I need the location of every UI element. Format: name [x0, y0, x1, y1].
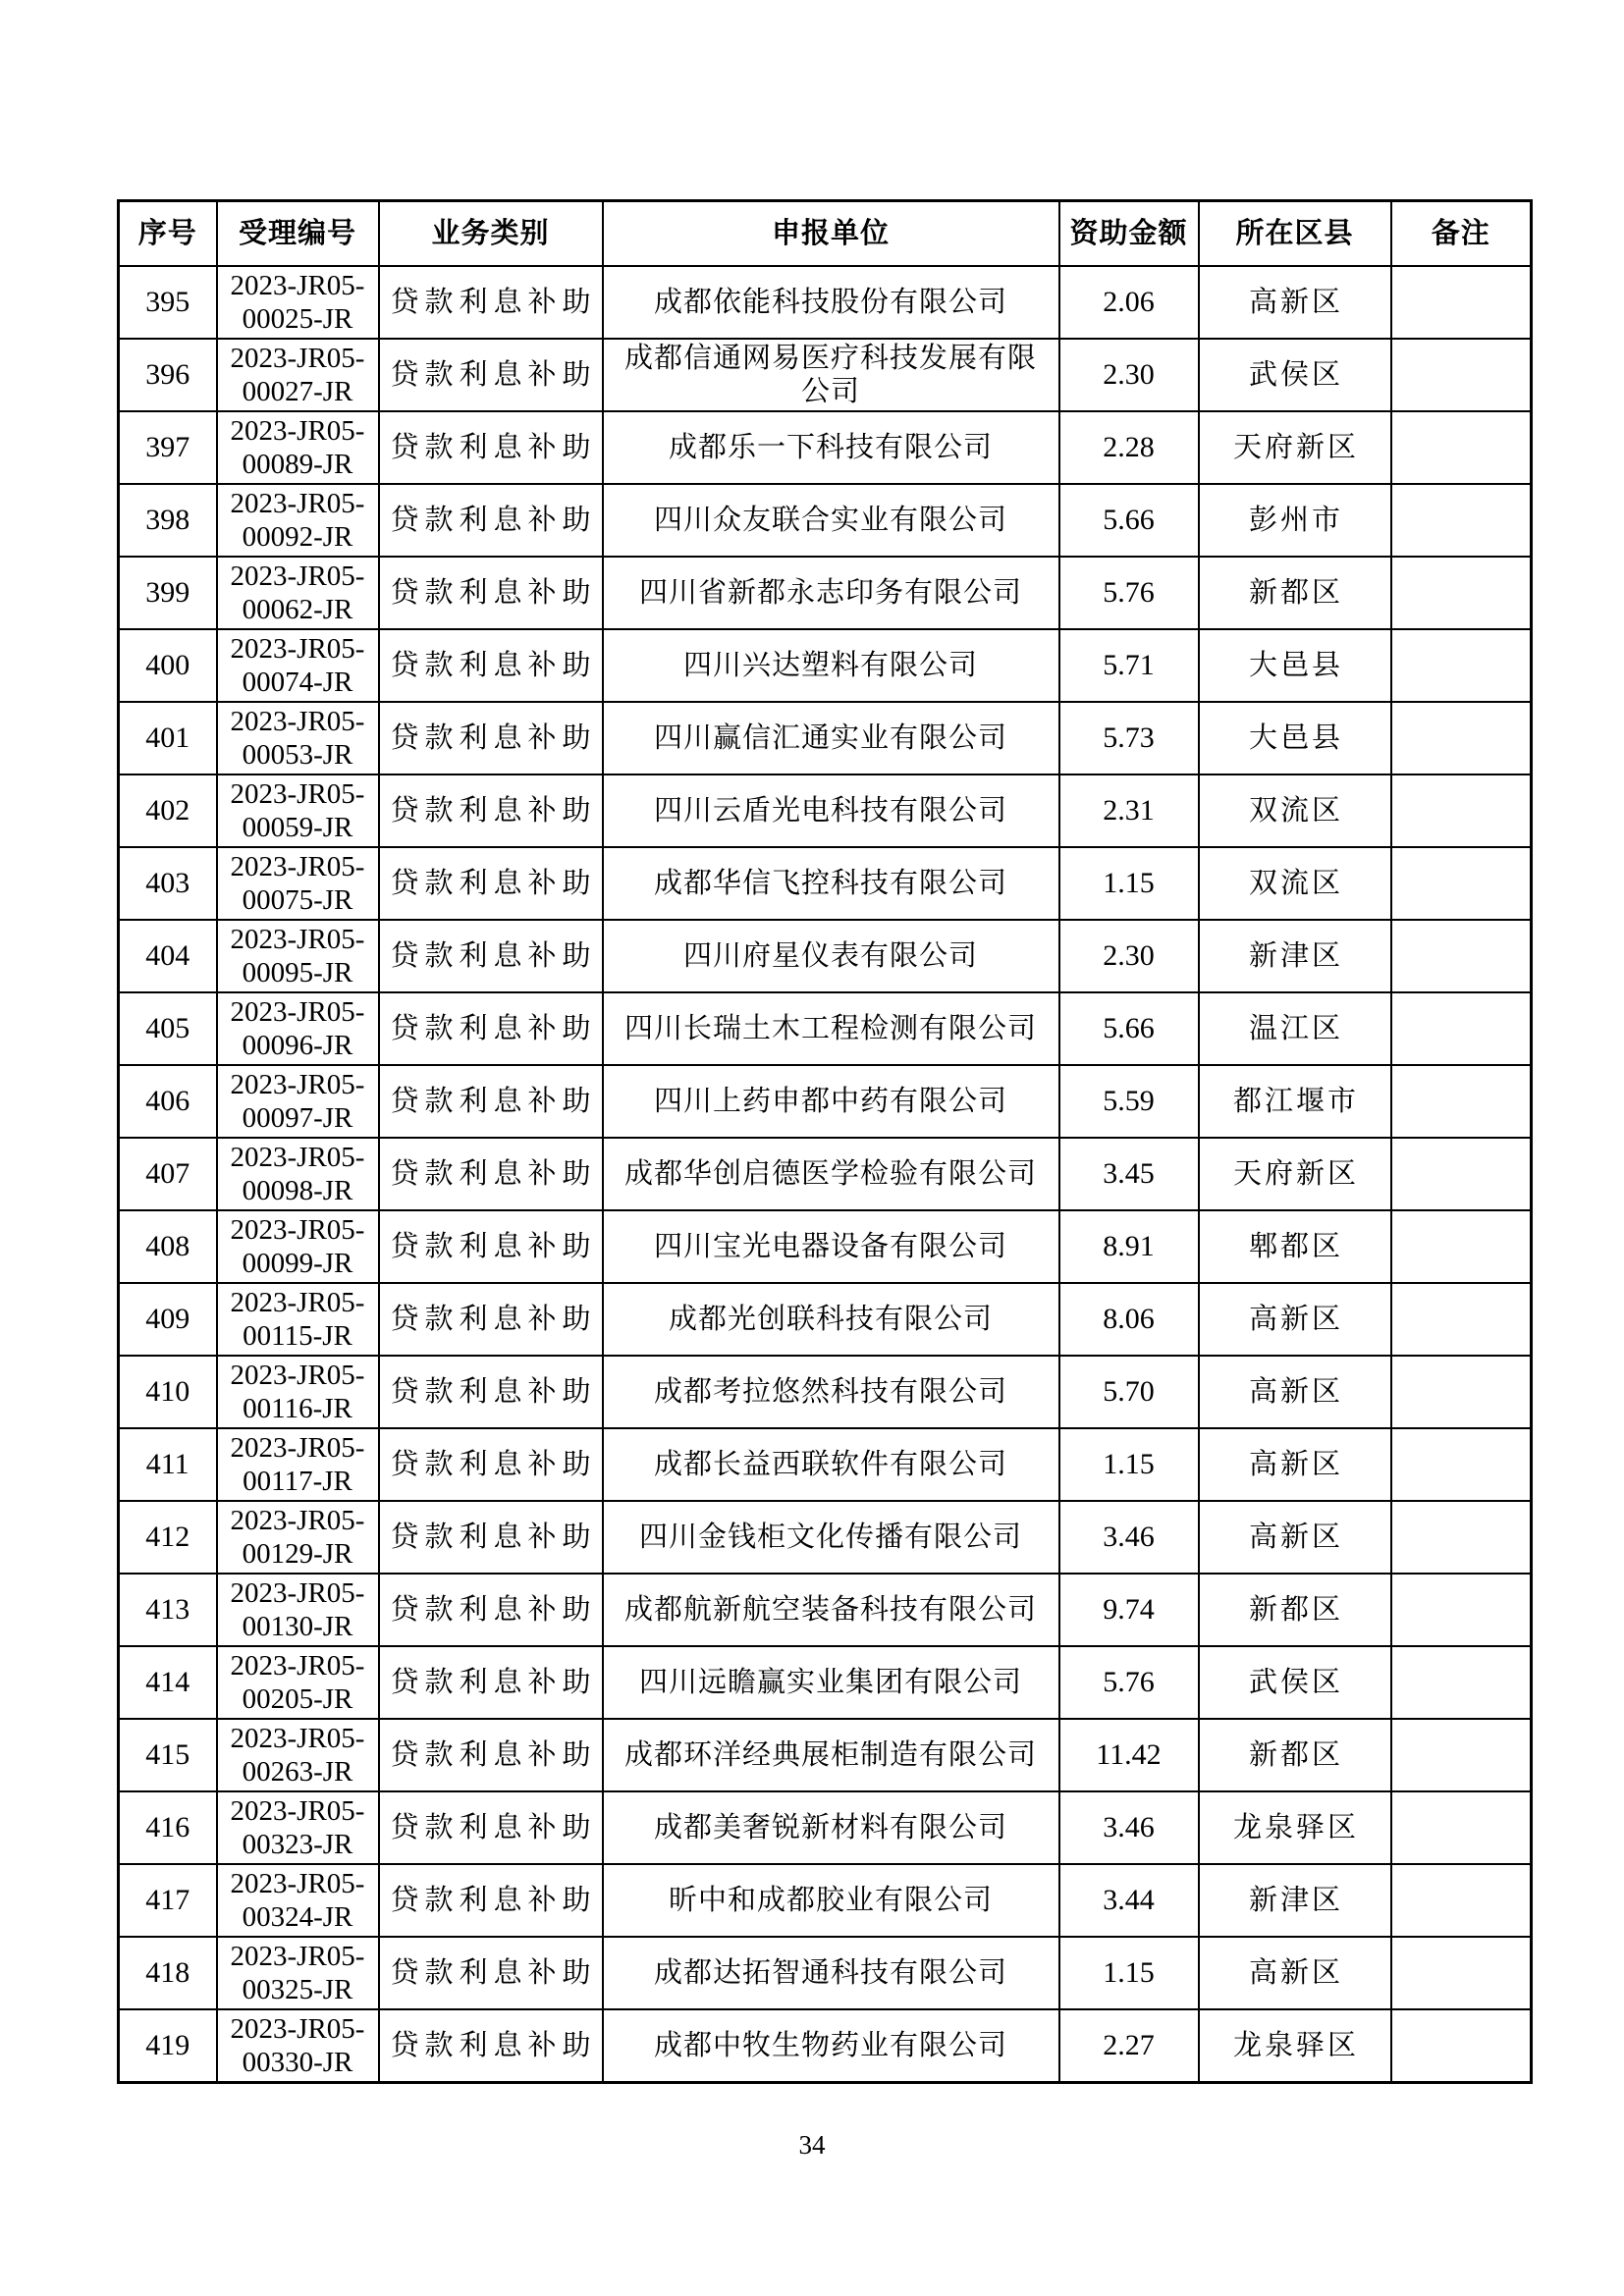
applicant-cell: 成都依能科技股份有限公司 — [603, 266, 1059, 339]
acceptance-number-cell: 2023-JR05-00324-JR — [217, 1864, 379, 1937]
amount-cell: 5.66 — [1059, 484, 1199, 557]
applicant-cell: 成都达拓智通科技有限公司 — [603, 1937, 1059, 2009]
serial-cell: 402 — [119, 774, 217, 847]
serial-cell: 411 — [119, 1428, 217, 1501]
remark-cell — [1391, 1283, 1532, 1356]
table-row — [119, 1210, 1532, 1283]
district-cell: 双流区 — [1199, 774, 1391, 847]
category-cell: 贷款利息补助 — [379, 847, 603, 920]
remark-cell — [1391, 847, 1532, 920]
applicant-cell: 四川宝光电器设备有限公司 — [603, 1210, 1059, 1283]
category-cell: 贷款利息补助 — [379, 1283, 603, 1356]
amount-cell: 2.30 — [1059, 920, 1199, 992]
header-cell-serial: 序号 — [119, 201, 217, 267]
serial-cell: 401 — [119, 702, 217, 774]
subsidy-list-table — [117, 199, 1533, 2084]
amount-cell: 3.44 — [1059, 1864, 1199, 1937]
remark-cell — [1391, 1138, 1532, 1210]
table-row — [119, 2009, 1532, 2083]
applicant-cell: 成都环洋经典展柜制造有限公司 — [603, 1719, 1059, 1791]
acceptance-number-cell: 2023-JR05-00027-JR — [217, 339, 379, 411]
category-cell: 贷款利息补助 — [379, 2009, 603, 2083]
applicant-cell: 四川上药申都中药有限公司 — [603, 1065, 1059, 1138]
table-row — [119, 1646, 1532, 1719]
table-row — [119, 774, 1532, 847]
category-cell: 贷款利息补助 — [379, 557, 603, 629]
remark-cell — [1391, 774, 1532, 847]
applicant-cell: 四川省新都永志印务有限公司 — [603, 557, 1059, 629]
serial-cell: 416 — [119, 1791, 217, 1864]
applicant-cell: 四川长瑞土木工程检测有限公司 — [603, 992, 1059, 1065]
acceptance-number-cell: 2023-JR05-00129-JR — [217, 1501, 379, 1574]
acceptance-number-cell: 2023-JR05-00075-JR — [217, 847, 379, 920]
applicant-cell: 四川众友联合实业有限公司 — [603, 484, 1059, 557]
header-cell-district: 所在区县 — [1199, 201, 1391, 267]
applicant-cell: 成都中牧生物药业有限公司 — [603, 2009, 1059, 2083]
category-cell: 贷款利息补助 — [379, 1574, 603, 1646]
header-cell-applicant: 申报单位 — [603, 201, 1059, 267]
applicant-cell: 成都华信飞控科技有限公司 — [603, 847, 1059, 920]
applicant-cell: 四川金钱柜文化传播有限公司 — [603, 1501, 1059, 1574]
category-cell: 贷款利息补助 — [379, 1428, 603, 1501]
district-cell: 大邑县 — [1199, 629, 1391, 702]
remark-cell — [1391, 1065, 1532, 1138]
table-row — [119, 557, 1532, 629]
acceptance-number-cell: 2023-JR05-00117-JR — [217, 1428, 379, 1501]
table-row — [119, 1283, 1532, 1356]
applicant-cell: 成都航新航空装备科技有限公司 — [603, 1574, 1059, 1646]
category-cell: 贷款利息补助 — [379, 702, 603, 774]
remark-cell — [1391, 1864, 1532, 1937]
applicant-cell: 成都光创联科技有限公司 — [603, 1283, 1059, 1356]
serial-cell: 412 — [119, 1501, 217, 1574]
district-cell: 新都区 — [1199, 1574, 1391, 1646]
district-cell: 双流区 — [1199, 847, 1391, 920]
amount-cell: 2.28 — [1059, 411, 1199, 484]
applicant-cell: 成都考拉悠然科技有限公司 — [603, 1356, 1059, 1428]
table-row — [119, 1428, 1532, 1501]
category-cell: 贷款利息补助 — [379, 1138, 603, 1210]
category-cell: 贷款利息补助 — [379, 1719, 603, 1791]
district-cell: 新津区 — [1199, 1864, 1391, 1937]
amount-cell: 1.15 — [1059, 1428, 1199, 1501]
category-cell: 贷款利息补助 — [379, 411, 603, 484]
district-cell: 龙泉驿区 — [1199, 2009, 1391, 2083]
category-cell: 贷款利息补助 — [379, 1501, 603, 1574]
serial-cell: 418 — [119, 1937, 217, 2009]
header-cell-remark: 备注 — [1391, 201, 1532, 267]
amount-cell: 2.31 — [1059, 774, 1199, 847]
district-cell: 高新区 — [1199, 1356, 1391, 1428]
table-row — [119, 1138, 1532, 1210]
district-cell: 新都区 — [1199, 557, 1391, 629]
acceptance-number-cell: 2023-JR05-00323-JR — [217, 1791, 379, 1864]
district-cell: 高新区 — [1199, 1937, 1391, 2009]
acceptance-number-cell: 2023-JR05-00115-JR — [217, 1283, 379, 1356]
remark-cell — [1391, 411, 1532, 484]
remark-cell — [1391, 1501, 1532, 1574]
table-row — [119, 266, 1532, 339]
applicant-cell: 成都长益西联软件有限公司 — [603, 1428, 1059, 1501]
amount-cell: 8.91 — [1059, 1210, 1199, 1283]
remark-cell — [1391, 1210, 1532, 1283]
remark-cell — [1391, 1356, 1532, 1428]
category-cell: 贷款利息补助 — [379, 920, 603, 992]
remark-cell — [1391, 1719, 1532, 1791]
amount-cell: 2.06 — [1059, 266, 1199, 339]
category-cell: 贷款利息补助 — [379, 1646, 603, 1719]
serial-cell: 396 — [119, 339, 217, 411]
header-cell-category: 业务类别 — [379, 201, 603, 267]
remark-cell — [1391, 557, 1532, 629]
district-cell: 高新区 — [1199, 1283, 1391, 1356]
amount-cell: 5.76 — [1059, 557, 1199, 629]
district-cell: 新津区 — [1199, 920, 1391, 992]
acceptance-number-cell: 2023-JR05-00074-JR — [217, 629, 379, 702]
remark-cell — [1391, 266, 1532, 339]
header-cell-acceptance-no: 受理编号 — [217, 201, 379, 267]
applicant-cell: 四川赢信汇通实业有限公司 — [603, 702, 1059, 774]
serial-cell: 409 — [119, 1283, 217, 1356]
serial-cell: 398 — [119, 484, 217, 557]
acceptance-number-cell: 2023-JR05-00062-JR — [217, 557, 379, 629]
amount-cell: 5.70 — [1059, 1356, 1199, 1428]
serial-cell: 405 — [119, 992, 217, 1065]
applicant-cell: 四川远瞻赢实业集团有限公司 — [603, 1646, 1059, 1719]
serial-cell: 395 — [119, 266, 217, 339]
category-cell: 贷款利息补助 — [379, 1210, 603, 1283]
serial-cell: 397 — [119, 411, 217, 484]
district-cell: 温江区 — [1199, 992, 1391, 1065]
acceptance-number-cell: 2023-JR05-00116-JR — [217, 1356, 379, 1428]
table-row — [119, 847, 1532, 920]
applicant-cell: 四川府星仪表有限公司 — [603, 920, 1059, 992]
acceptance-number-cell: 2023-JR05-00205-JR — [217, 1646, 379, 1719]
acceptance-number-cell: 2023-JR05-00053-JR — [217, 702, 379, 774]
amount-cell: 5.76 — [1059, 1646, 1199, 1719]
category-cell: 贷款利息补助 — [379, 1065, 603, 1138]
category-cell: 贷款利息补助 — [379, 339, 603, 411]
category-cell: 贷款利息补助 — [379, 484, 603, 557]
table-row — [119, 629, 1532, 702]
remark-cell — [1391, 1574, 1532, 1646]
table-row — [119, 920, 1532, 992]
applicant-cell: 成都信通网易医疗科技发展有限公司 — [603, 339, 1059, 411]
acceptance-number-cell: 2023-JR05-00098-JR — [217, 1138, 379, 1210]
amount-cell: 9.74 — [1059, 1574, 1199, 1646]
serial-cell: 410 — [119, 1356, 217, 1428]
table-row — [119, 1356, 1532, 1428]
amount-cell: 8.06 — [1059, 1283, 1199, 1356]
applicant-cell: 四川云盾光电科技有限公司 — [603, 774, 1059, 847]
applicant-cell: 昕中和成都胶业有限公司 — [603, 1864, 1059, 1937]
category-cell: 贷款利息补助 — [379, 1937, 603, 2009]
category-cell: 贷款利息补助 — [379, 266, 603, 339]
serial-cell: 415 — [119, 1719, 217, 1791]
district-cell: 武侯区 — [1199, 339, 1391, 411]
acceptance-number-cell: 2023-JR05-00263-JR — [217, 1719, 379, 1791]
category-cell: 贷款利息补助 — [379, 774, 603, 847]
applicant-cell: 成都乐一下科技有限公司 — [603, 411, 1059, 484]
remark-cell — [1391, 920, 1532, 992]
table-row — [119, 1937, 1532, 2009]
remark-cell — [1391, 1791, 1532, 1864]
acceptance-number-cell: 2023-JR05-00059-JR — [217, 774, 379, 847]
category-cell: 贷款利息补助 — [379, 629, 603, 702]
amount-cell: 1.15 — [1059, 847, 1199, 920]
remark-cell — [1391, 1646, 1532, 1719]
district-cell: 郫都区 — [1199, 1210, 1391, 1283]
header-cell-amount: 资助金额 — [1059, 201, 1199, 267]
acceptance-number-cell: 2023-JR05-00130-JR — [217, 1574, 379, 1646]
category-cell: 贷款利息补助 — [379, 992, 603, 1065]
table-row — [119, 1791, 1532, 1864]
serial-cell: 408 — [119, 1210, 217, 1283]
remark-cell — [1391, 484, 1532, 557]
amount-cell: 1.15 — [1059, 1937, 1199, 2009]
amount-cell: 2.27 — [1059, 2009, 1199, 2083]
remark-cell — [1391, 702, 1532, 774]
acceptance-number-cell: 2023-JR05-00092-JR — [217, 484, 379, 557]
acceptance-number-cell: 2023-JR05-00025-JR — [217, 266, 379, 339]
acceptance-number-cell: 2023-JR05-00099-JR — [217, 1210, 379, 1283]
applicant-cell: 成都华创启德医学检验有限公司 — [603, 1138, 1059, 1210]
district-cell: 彭州市 — [1199, 484, 1391, 557]
table-row — [119, 1864, 1532, 1937]
remark-cell — [1391, 1428, 1532, 1501]
page-number: 34 — [798, 2130, 826, 2160]
district-cell: 大邑县 — [1199, 702, 1391, 774]
category-cell: 贷款利息补助 — [379, 1791, 603, 1864]
amount-cell: 2.30 — [1059, 339, 1199, 411]
amount-cell: 3.46 — [1059, 1501, 1199, 1574]
amount-cell: 5.66 — [1059, 992, 1199, 1065]
remark-cell — [1391, 2009, 1532, 2083]
district-cell: 天府新区 — [1199, 1138, 1391, 1210]
acceptance-number-cell: 2023-JR05-00095-JR — [217, 920, 379, 992]
amount-cell: 5.59 — [1059, 1065, 1199, 1138]
table-row — [119, 702, 1532, 774]
district-cell: 高新区 — [1199, 266, 1391, 339]
serial-cell: 419 — [119, 2009, 217, 2083]
amount-cell: 5.71 — [1059, 629, 1199, 702]
applicant-cell: 四川兴达塑料有限公司 — [603, 629, 1059, 702]
remark-cell — [1391, 992, 1532, 1065]
table-header-row — [119, 201, 1532, 267]
serial-cell: 403 — [119, 847, 217, 920]
acceptance-number-cell: 2023-JR05-00097-JR — [217, 1065, 379, 1138]
table-row — [119, 992, 1532, 1065]
table-row — [119, 1719, 1532, 1791]
serial-cell: 417 — [119, 1864, 217, 1937]
acceptance-number-cell: 2023-JR05-00089-JR — [217, 411, 379, 484]
amount-cell: 5.73 — [1059, 702, 1199, 774]
table-row — [119, 411, 1532, 484]
remark-cell — [1391, 629, 1532, 702]
category-cell: 贷款利息补助 — [379, 1864, 603, 1937]
serial-cell: 414 — [119, 1646, 217, 1719]
district-cell: 武侯区 — [1199, 1646, 1391, 1719]
applicant-cell: 成都美奢锐新材料有限公司 — [603, 1791, 1059, 1864]
serial-cell: 406 — [119, 1065, 217, 1138]
district-cell: 高新区 — [1199, 1428, 1391, 1501]
district-cell: 高新区 — [1199, 1501, 1391, 1574]
district-cell: 天府新区 — [1199, 411, 1391, 484]
category-cell: 贷款利息补助 — [379, 1356, 603, 1428]
remark-cell — [1391, 339, 1532, 411]
table-row — [119, 1574, 1532, 1646]
serial-cell: 407 — [119, 1138, 217, 1210]
acceptance-number-cell: 2023-JR05-00096-JR — [217, 992, 379, 1065]
serial-cell: 413 — [119, 1574, 217, 1646]
table-row — [119, 1065, 1532, 1138]
district-cell: 都江堰市 — [1199, 1065, 1391, 1138]
acceptance-number-cell: 2023-JR05-00325-JR — [217, 1937, 379, 2009]
acceptance-number-cell: 2023-JR05-00330-JR — [217, 2009, 379, 2083]
table-row — [119, 1501, 1532, 1574]
serial-cell: 404 — [119, 920, 217, 992]
district-cell: 新都区 — [1199, 1719, 1391, 1791]
serial-cell: 399 — [119, 557, 217, 629]
serial-cell: 400 — [119, 629, 217, 702]
table-row — [119, 339, 1532, 411]
table-row — [119, 484, 1532, 557]
remark-cell — [1391, 1937, 1532, 2009]
district-cell: 龙泉驿区 — [1199, 1791, 1391, 1864]
amount-cell: 3.45 — [1059, 1138, 1199, 1210]
amount-cell: 11.42 — [1059, 1719, 1199, 1791]
amount-cell: 3.46 — [1059, 1791, 1199, 1864]
